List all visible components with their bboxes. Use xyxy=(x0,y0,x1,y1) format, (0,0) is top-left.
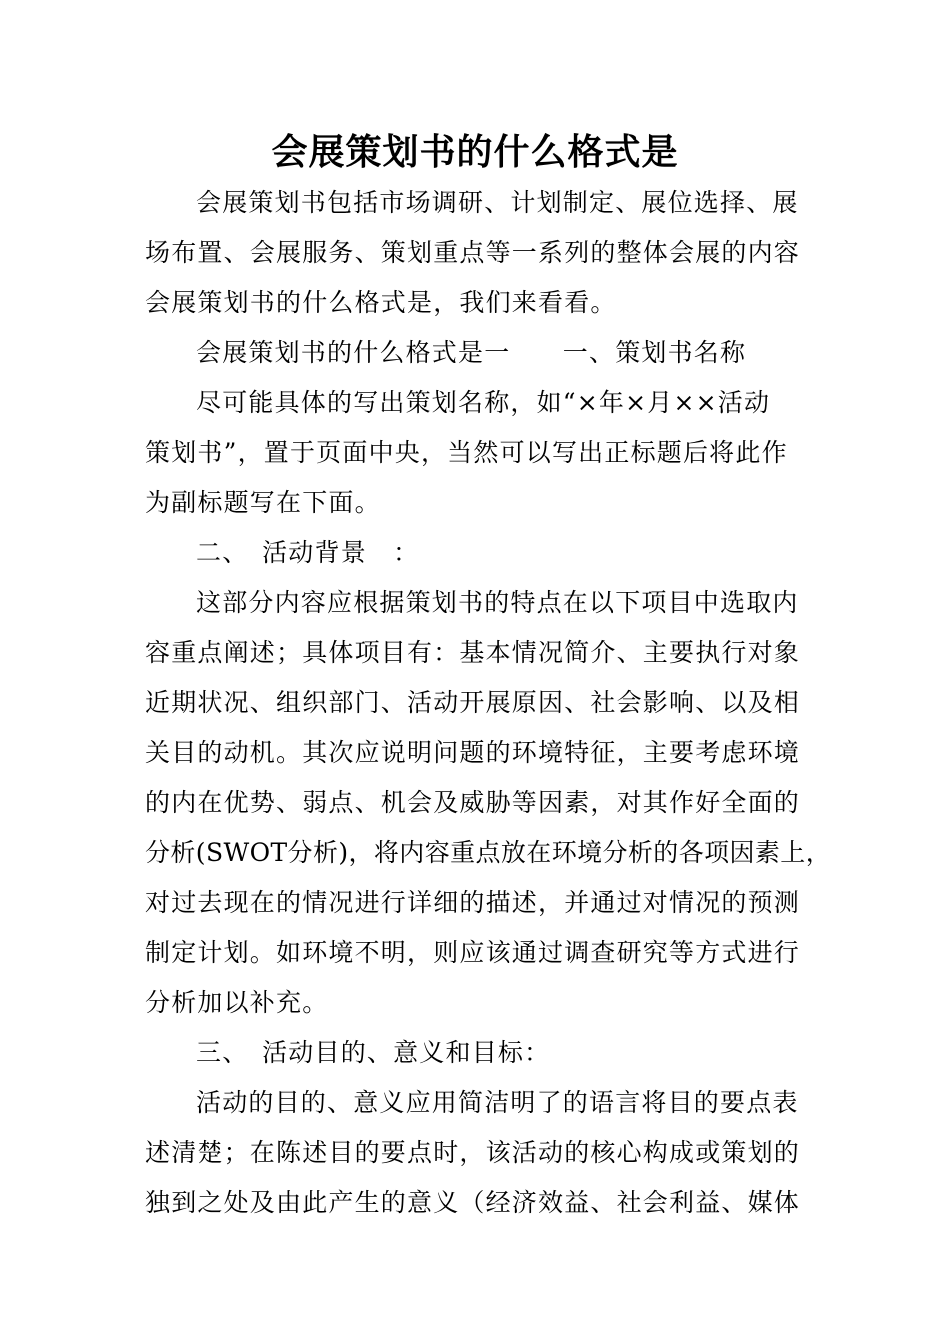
text-line: 场布置、会展服务、策划重点等一系列的整体会展的内容 xyxy=(145,238,801,267)
text-line: 述清楚；在陈述目的要点时，该活动的核心构成或策划的 xyxy=(145,1138,801,1167)
text-line: 尽可能具体的写出策划名称，如“×年×月××活动 xyxy=(196,388,771,417)
text-line: 容重点阐述；具体项目有：基本情况简介、主要执行对象 xyxy=(145,638,801,667)
text-line: 活动的目的、意义应用简洁明了的语言将目的要点表 xyxy=(196,1088,799,1117)
text-line: 会展策划书的什么格式是，我们来看看。 xyxy=(145,288,617,317)
text-line: 分析(SWOT分析)，将内容重点放在环境分析的各项因素上， xyxy=(145,838,832,867)
text-line: 制定计划。如环境不明，则应该通过调查研究等方式进行 xyxy=(145,938,801,967)
text-line: 的内在优势、弱点、机会及威胁等因素，对其作好全面的 xyxy=(145,788,801,817)
section-heading: 二、 活动背景 ： xyxy=(196,538,420,567)
text-line: 这部分内容应根据策划书的特点在以下项目中选取内 xyxy=(196,588,799,617)
text-line: 近期状况、组织部门、活动开展原因、社会影响、以及相 xyxy=(145,688,801,717)
text-line: 会展策划书的什么格式是一 一、策划书名称 xyxy=(196,338,747,367)
text-line: 策划书”，置于页面中央，当然可以写出正标题后将此作 xyxy=(145,438,788,467)
text-line: 为副标题写在下面。 xyxy=(145,488,381,517)
text-line: 对过去现在的情况进行详细的描述，并通过对情况的预测 xyxy=(145,888,801,917)
text-line: 独到之处及由此产生的意义（经济效益、社会利益、媒体 xyxy=(145,1188,801,1217)
text-line: 关目的动机。其次应说明问题的环境特征，主要考虑环境 xyxy=(145,738,801,767)
text-line: 分析加以补充。 xyxy=(145,988,329,1017)
text-line: 会展策划书包括市场调研、计划制定、展位选择、展 xyxy=(196,188,799,217)
document-title: 会展策划书的什么格式是 xyxy=(271,131,679,173)
section-heading: 三、 活动目的、意义和目标： xyxy=(196,1038,551,1067)
